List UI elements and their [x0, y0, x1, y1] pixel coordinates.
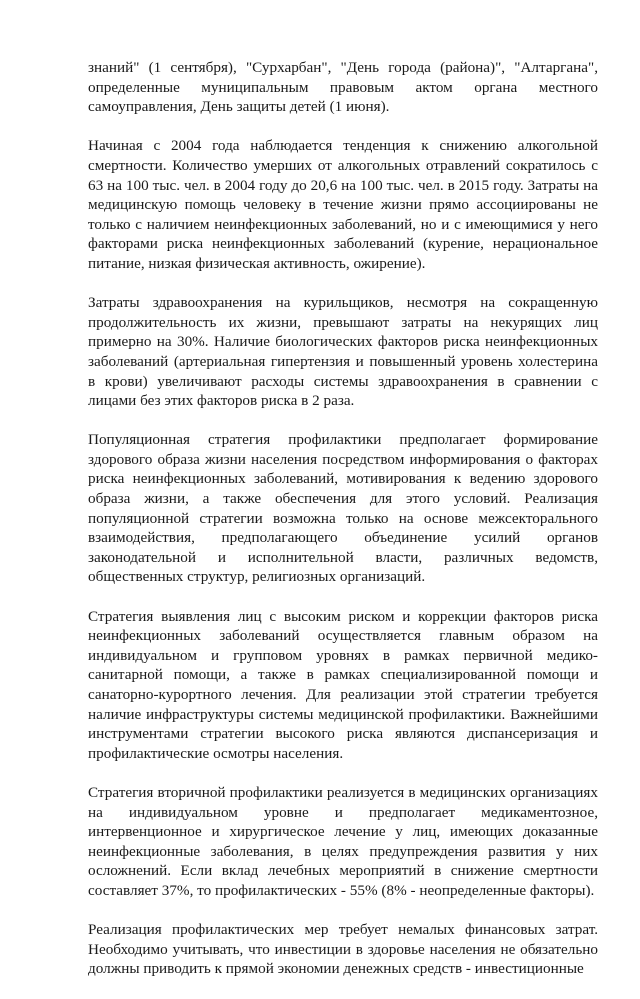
- document-page: [88, 58, 598, 999]
- paragraph-population-strategy: Популяционная стратегия профилактики предполагает формирование здорового образа жизни населения посредством информирования о факторах риска неинфекционных заболеваний, мотивирования к ведению здорового образа жизни, а также обеспечения для этого условий. Реализация популяционной стратегии возможна только на основе межсекторального взаимодействия, предполагающего объединение усилий органов законодательной и исполнительной власти, различных ведомств, общественных структур, религиозных организаций.: [88, 431, 598, 586]
- paragraph-smokers-costs: Затраты здравоохранения на курильщиков, несмотря на сокращенную продолжительность их жизни, превышают затраты на некурящих лиц примерно на 30%. Наличие биологических факторов риска неинфекционных заболеваний (артериальная гипертензия и повышенный уровень холестерина в крови) увеличивают расходы системы здравоохранения в сравнении с лицами без этих факторов риска в 2 раза.: [88, 294, 598, 410]
- paragraph-financial-costs: Реализация профилактических мер требует немалых финансовых затрат. Необходимо учитывать, что инвестиции в здоровье населения не обязательно должны приводить к прямой экономии денежных средств - инвестиционные: [88, 921, 598, 978]
- paragraph-alcohol-mortality: Начиная с 2004 года наблюдается тенденция к снижению алкогольной смертности. Количество умерших от алкогольных отравлений сократилось с 63 на 100 тыс. чел. в 2004 году до 20,6 на 100 тыс. чел. в 2015 году. Затраты на медицинскую помощь человеку в течение жизни прямо ассоциированы не только с наличием неинфекционных заболеваний, но и с имеющимися у него факторами риска неинфекционных заболеваний (курение, нерациональное питание, низкая физическая активность, ожирение).: [88, 137, 598, 272]
- paragraph-secondary-prevention: Стратегия вторичной профилактики реализуется в медицинских организациях на индивидуальном уровне и предполагает медикаментозное, интервенционное и хирургическое лечение у лиц, имеющих доказанные неинфекционные заболевания, в целях предупреждения развития у них осложнений. Если вклад лечебных мероприятий в снижение смертности составляет 37%, то профилактических - 55% (8% - неопределенные факторы).: [88, 783, 598, 899]
- paragraph-holidays: знаний" (1 сентября), "Сурхарбан", "День города (района)", "Алтаргана", определенные муниципальным правовым актом органа местного самоуправления, День защиты детей (1 июня).: [88, 59, 598, 116]
- paragraph-high-risk-strategy: Стратегия выявления лиц с высоким риском и коррекции факторов риска неинфекционных заболеваний осуществляется главным образом на индивидуальном и групповом уровнях в рамках первичной медико-санитарной помощи, а также в рамках специализированной помощи и санаторно-курортного лечения. Для реализации этой стратегии требуется наличие инфраструктуры системы медицинской профилактики. Важнейшими инструментами стратегии высокого риска являются диспансеризация и профилактические осмотры населения.: [88, 607, 598, 762]
